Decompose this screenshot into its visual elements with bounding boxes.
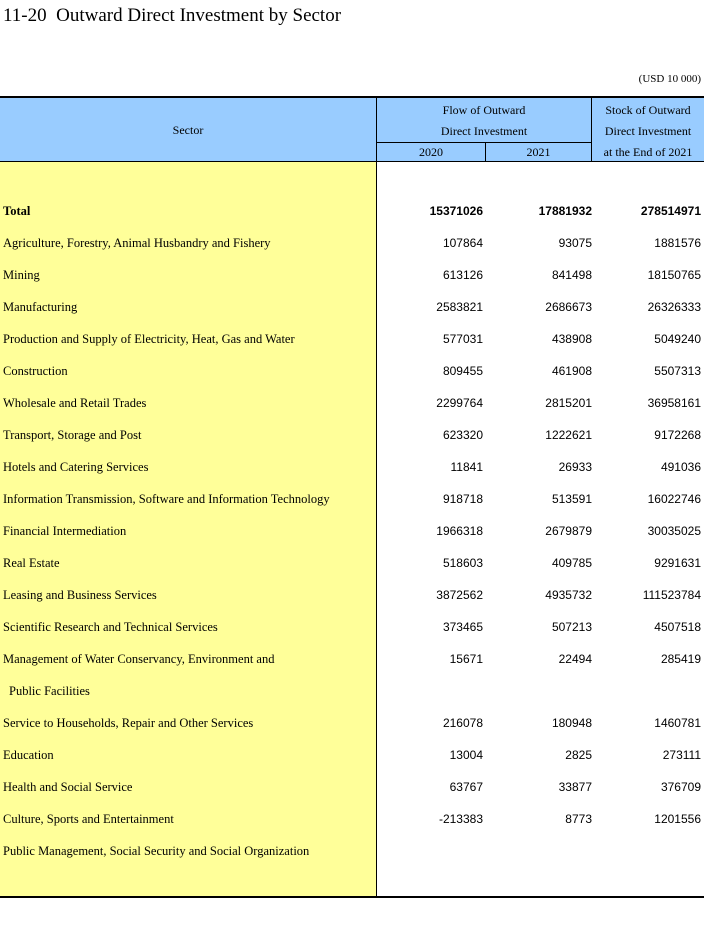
header-stock-line3: at the End of 2021 (603, 145, 693, 159)
row-sector: Culture, Sports and Entertainment (3, 812, 174, 826)
row-flow-2021: 2679879 (545, 524, 592, 538)
table-row (0, 291, 704, 323)
row-flow-2021: 93075 (558, 236, 592, 250)
row-flow-2021: 2815201 (545, 396, 592, 410)
row-flow-2021: 409785 (551, 556, 592, 570)
row-sector: Mining (3, 268, 40, 282)
row-flow-2020: 15371026 (429, 204, 483, 218)
table-row (0, 547, 704, 579)
row-flow-2020: 613126 (442, 268, 483, 282)
table-row (0, 611, 704, 643)
row-stock-2021: 376709 (660, 780, 701, 794)
row-flow-2021: 17881932 (538, 204, 592, 218)
row-flow-2021: 841498 (551, 268, 592, 282)
table-row (0, 259, 704, 291)
row-flow-2020: 577031 (442, 332, 483, 346)
table-row (0, 483, 704, 515)
row-flow-2021: 4935732 (545, 588, 592, 602)
row-stock-2021: 1460781 (654, 716, 701, 730)
row-stock-2021: 4507518 (654, 620, 701, 634)
row-flow-2020: 11841 (450, 460, 483, 474)
row-sector: Manufacturing (3, 300, 78, 314)
row-flow-2021: 2686673 (545, 300, 592, 314)
row-stock-2021: 26326333 (647, 300, 701, 314)
table-row (0, 803, 704, 835)
header-sector: Sector (172, 122, 204, 137)
row-stock-2021: 1881576 (654, 236, 701, 250)
row-flow-2020: 1966318 (436, 524, 483, 538)
row-flow-2021: 22494 (558, 652, 592, 666)
row-sector: Health and Social Service (3, 780, 133, 794)
table-row (0, 419, 704, 451)
row-sector: Total (3, 204, 31, 218)
row-stock-2021: 491036 (660, 460, 701, 474)
row-flow-2021: 2825 (565, 748, 592, 762)
row-sector: Real Estate (3, 556, 60, 570)
table-row (0, 835, 704, 867)
table-row (0, 675, 704, 707)
row-stock-2021: 36958161 (647, 396, 701, 410)
table-row (0, 195, 704, 227)
row-stock-2021: 5049240 (654, 332, 701, 346)
row-flow-2021: 1222621 (545, 428, 592, 442)
row-sector: Wholesale and Retail Trades (3, 396, 147, 410)
table-row (0, 643, 704, 675)
header-year-2021: 2021 (526, 145, 551, 159)
table-row (0, 227, 704, 259)
row-flow-2021: 461908 (551, 364, 592, 378)
row-sector: Transport, Storage and Post (3, 428, 142, 442)
row-flow-2020: 15671 (449, 652, 483, 666)
row-stock-2021: 278514971 (640, 204, 701, 218)
row-stock-2021: 16022746 (647, 492, 701, 506)
row-stock-2021: 1201556 (654, 812, 701, 826)
row-flow-2020: -213383 (438, 812, 483, 826)
row-sector: Financial Intermediation (3, 524, 127, 538)
row-sector: Information Transmission, Software and Information Technology (3, 492, 330, 506)
row-sector: Service to Households, Repair and Other Services (3, 716, 254, 730)
row-flow-2021: 513591 (551, 492, 592, 506)
row-sector: Hotels and Catering Services (3, 460, 149, 474)
row-stock-2021: 9291631 (654, 556, 701, 570)
row-stock-2021: 111523784 (642, 588, 701, 602)
header-stock-line2: Direct Investment (604, 123, 692, 138)
table-row (0, 387, 704, 419)
row-flow-2020: 373465 (442, 620, 483, 634)
row-stock-2021: 30035025 (647, 524, 701, 538)
table-bottom-border (0, 896, 704, 898)
page-title: 11-20 Outward Direct Investment by Sector (3, 5, 342, 26)
row-sector: Scientific Research and Technical Services (3, 620, 218, 634)
header-flow-line1: Flow of Outward (442, 102, 526, 117)
row-flow-2021: 438908 (551, 332, 592, 346)
row-stock-2021: 18150765 (647, 268, 701, 282)
row-flow-2020: 2583821 (436, 300, 483, 314)
row-flow-2020: 13004 (449, 748, 483, 762)
row-stock-2021: 9172268 (654, 428, 701, 442)
row-flow-2020: 518603 (442, 556, 483, 570)
row-flow-2021: 26933 (558, 460, 592, 474)
row-stock-2021: 285419 (660, 652, 701, 666)
row-flow-2020: 107864 (442, 236, 483, 250)
row-sector: Agriculture, Forestry, Animal Husbandry and Fishery (3, 236, 271, 250)
header-year-2020: 2020 (419, 145, 443, 159)
table-row (0, 515, 704, 547)
table-header (0, 96, 704, 162)
table-row (0, 771, 704, 803)
row-sector: Education (3, 748, 54, 762)
row-sector: Construction (3, 364, 68, 378)
table-row (0, 323, 704, 355)
row-flow-2021: 507213 (551, 620, 592, 634)
header-flow-line2: Direct Investment (440, 123, 528, 138)
row-flow-2020: 918718 (442, 492, 483, 506)
row-sector: Production and Supply of Electricity, Heat, Gas and Water (3, 332, 295, 346)
row-flow-2020: 623320 (442, 428, 483, 442)
table-row (0, 739, 704, 771)
row-flow-2020: 809455 (442, 364, 483, 378)
row-sector: Management of Water Conservancy, Environment and (3, 652, 275, 666)
row-sector: Leasing and Business Services (3, 588, 157, 602)
row-flow-2020: 2299764 (436, 396, 483, 410)
row-sector: Public Management, Social Security and Social Organization (3, 844, 310, 858)
row-flow-2021: 180948 (551, 716, 592, 730)
table-row (0, 451, 704, 483)
row-flow-2020: 3872562 (436, 588, 483, 602)
row-flow-2021: 33877 (558, 780, 592, 794)
row-flow-2020: 216078 (442, 716, 483, 730)
header-stock-line1: Stock of Outward (605, 102, 691, 117)
row-stock-2021: 5507313 (654, 364, 701, 378)
row-sector: Public Facilities (9, 684, 90, 698)
table-row (0, 707, 704, 739)
row-flow-2020: 63767 (449, 780, 483, 794)
table-row (0, 355, 704, 387)
row-stock-2021: 273111 (662, 748, 701, 762)
table-row (0, 579, 704, 611)
row-flow-2021: 8773 (565, 812, 592, 826)
unit-label: (USD 10 000) (638, 73, 701, 85)
